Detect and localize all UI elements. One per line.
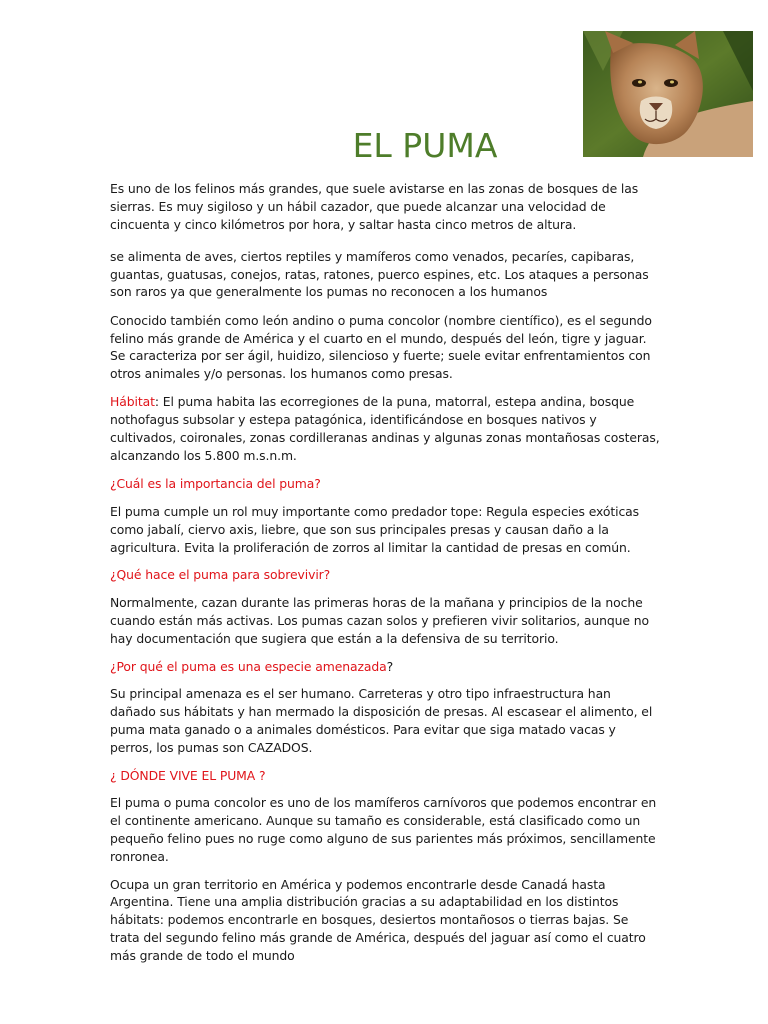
- paragraph-diet: se alimenta de aves, ciertos reptiles y mamíferos como venados, pecaríes, capibaras, guantas, guatusas, conejos, ratas, ratones, puerco espines, etc. Los ataques a personas son raros ya que generalmente los pumas no reconocen a los humanos: [110, 248, 649, 300]
- paragraph-intro: Es uno de los felinos más grandes, que suele avistarse en las zonas de bosques de las sierras. Es muy sigiloso y un hábil cazador, que puede alcanzar una velocidad de cincuenta y cinco kilómetros por hora, y saltar hasta cinco metros de altura.: [110, 181, 639, 232]
- answer-importance: El puma cumple un rol muy importante como predador tope: Regula especies exóticas como jabalí, ciervo axis, liebre, que son sus principales presas y causan daño a la agricultura. Evita la proliferación de zorros al limitar la cantidad de presas en común.: [110, 503, 640, 555]
- question-threat-text: ¿Por qué el puma es una especie amenazada: [110, 658, 387, 674]
- answer-where-1: El puma o puma concolor es uno de los mamíferos carnívoros que podemos encontrar en el continente americano. Aunque su tamaño es considerable, está clasificado como un pequeño felino pues no ruge como alguno de sus parientes más próximos, sencillamente ronronea.: [110, 795, 657, 864]
- page-title: EL PUMA: [352, 126, 498, 165]
- question-survive: ¿Qué hace el puma para sobrevivir?: [110, 567, 331, 583]
- answer-threat: Su principal amenaza es el ser humano. Carreteras y otro tipo infraestructura han dañado sus hábitats y han mermado la disposición de presas. Al escasear el alimento, el puma mata ganado o a animales domésticos. Para evitar que siga matado vacas y perros, los pumas son CAZADOS.: [110, 686, 653, 755]
- habitat-text: : El puma habita las ecorregiones de la puna, matorral, estepa andina, bosque nothofagus subsolar y estepa patagónica, identificándose en bosques nativos y cultivados, coironales, zonas cordilleranas andinas y algunas zonas montañosas costeras, alcanzando los 5.800 m.s.n.m.: [110, 394, 660, 463]
- question-threat-mark: ?: [386, 658, 394, 674]
- question-where: ¿ DÓNDE VIVE EL PUMA ?: [110, 767, 266, 783]
- paragraph-names: Conocido también como león andino o puma concolor (nombre científico), es el segundo felino más grande de América y el cuarto en el mundo, después del león, tigre y jaguar. Se caracteriza por ser ágil, huidizo, silencioso y fuerte; suele evitar enfrentamientos con otros animales y/o personas. los humanos como presas.: [110, 312, 652, 382]
- question-threat: [110, 658, 660, 676]
- document-body: [110, 180, 660, 964]
- paragraph-habitat: [110, 393, 660, 464]
- question-importance: ¿Cuál es la importancia del puma?: [110, 476, 321, 492]
- answer-survive: Normalmente, cazan durante las primeras horas de la mañana y principios de la noche cuando están más activas. Los pumas cazan solos y prefieren vivir solitarios, aunque no hay documentación que sugiera que están a la defensiva de su territorio.: [110, 595, 649, 646]
- answer-where-2: Ocupa un gran territorio en América y podemos encontrarle desde Canadá hasta Argentina. Tiene una amplia distribución gracias a su adaptabilidad en los distintos hábitats: podemos encontrarle en bosques, desiertos montañosos o tierras bajas. Se trata del segundo felino más grande de América, después del jaguar así como el cuatro más grande de todo el mundo: [110, 876, 646, 963]
- habitat-label: Hábitat: [110, 394, 155, 410]
